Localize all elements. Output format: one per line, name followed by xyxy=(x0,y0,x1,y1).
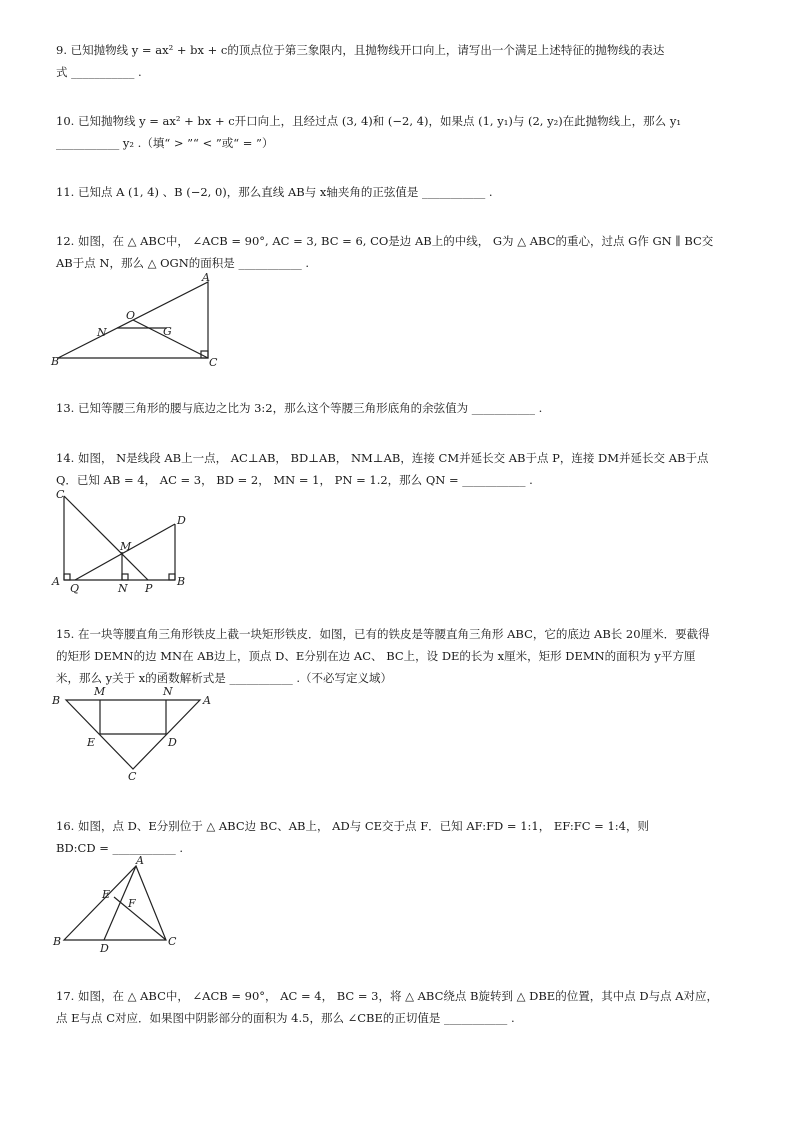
problem-10-line-1: 10. 已知抛物线 y = ax² + bx + c开口向上，且经过点 (3, 4)和 (−2, 4)，如果点 (1, y₁)与 (2, y₂)在此抛物线上，那么 y₁ xyxy=(56,114,681,128)
label-D: D xyxy=(100,942,109,955)
figure-12 xyxy=(50,270,240,370)
label-C: C xyxy=(56,488,65,501)
label-F: F xyxy=(128,897,136,910)
problem-16-line-1: 16. 如图，点 D、E分别位于 △ ABC边 BC、AB上， AD与 CE交于点 F．已知 AF:FD = 1:1， EF:FC = 1:4，则 xyxy=(56,819,649,833)
label-A: A xyxy=(202,271,210,284)
label-C: C xyxy=(128,770,137,783)
figure-15-shape xyxy=(66,700,200,769)
problem-13-line-1: 13. 已知等腰三角形的腰与底边之比为 3:2，那么这个等腰三角形底角的余弦值为 ___________ . xyxy=(56,401,543,415)
label-A: A xyxy=(52,575,60,588)
label-E: E xyxy=(87,736,96,749)
label-O: O xyxy=(126,309,136,322)
problem-14-line-1: 14. 如图， N是线段 AB上一点， AC⊥AB， BD⊥AB， NM⊥AB，连接 CM并延长交 AB于点 P，连接 DM并延长交 AB于点 xyxy=(56,451,709,465)
label-C: C xyxy=(209,356,218,369)
problem-15-line-3: 米，那么 y关于 x的函数解析式是 ___________ .（不必写定义域） xyxy=(56,671,393,685)
problem-12-line-1: 12. 如图，在 △ ABC中， ∠ACB = 90°, AC = 3, BC = 6, CO是边 AB上的中线， G为 △ ABC的重心，过点 G作 GN ∥ BC交 xyxy=(56,234,714,248)
label-G: G xyxy=(163,325,172,338)
label-D: D xyxy=(168,736,177,749)
problem-9-line-1: 9. 已知抛物线 y = ax² + bx + c的顶点位于第三象限内，且抛物线开口向上，请写出一个满足上述特征的抛物线的表达 xyxy=(56,43,665,57)
label-Q: Q xyxy=(70,582,80,595)
figure-15 xyxy=(50,684,225,784)
problem-15-line-1: 15. 在一块等腰直角三角形铁皮上截一块矩形铁皮．如图，已有的铁皮是等腰直角三角形 ABC，它的底边 AB长 20厘米．要截得 xyxy=(56,627,710,641)
label-N: N xyxy=(163,685,173,698)
label-B: B xyxy=(51,355,60,368)
problem-14-line-2: Q．已知 AB = 4， AC = 3， BD = 2， MN = 1， PN = 1.2，那么 QN = ___________ . xyxy=(56,473,533,487)
label-C: C xyxy=(168,935,177,948)
label-A: A xyxy=(203,694,211,707)
problem-16-line-2: BD:CD = ___________ . xyxy=(56,841,184,855)
figure-14 xyxy=(50,488,200,598)
problem-11-line-1: 11. 已知点 A (1, 4) 、B (−2, 0)，那么直线 AB与 x轴夹角的正弦值是 ___________ . xyxy=(56,185,493,199)
problem-9-line-2: 式 ___________ . xyxy=(56,65,142,79)
label-M: M xyxy=(94,685,106,698)
label-N: N xyxy=(118,582,128,595)
problem-15-line-2: 的矩形 DEMN的边 MN在 AB边上，顶点 D、E分别在边 AC、 BC上，设 DE的长为 x厘米，矩形 DEMN的面积为 y平方厘 xyxy=(56,649,696,663)
figure-16 xyxy=(50,852,190,954)
label-N: N xyxy=(97,326,107,339)
label-B: B xyxy=(177,575,186,588)
label-B: B xyxy=(53,935,62,948)
problem-12-line-2: AB于点 N，那么 △ OGN的面积是 ___________ . xyxy=(56,256,310,270)
label-A: A xyxy=(136,854,144,867)
label-D: D xyxy=(177,514,186,527)
label-B: B xyxy=(52,694,61,707)
label-P: P xyxy=(145,582,153,595)
figure-16-shape xyxy=(64,866,166,940)
label-M: M xyxy=(120,540,132,553)
problem-17-line-1: 17. 如图，在 △ ABC中， ∠ACB = 90°， AC = 4， BC = 3，将 △ ABC绕点 B旋转到 △ DBE的位置，其中点 D与点 A对应， xyxy=(56,989,719,1003)
problem-10-line-2: ___________ y₂ .（填“ > ”“ < ”或“ = ”） xyxy=(56,136,274,150)
figure-14-lines xyxy=(64,496,175,580)
label-E: E xyxy=(102,888,111,901)
problem-17-line-2: 点 E与点 C对应．如果图中阴影部分的面积为 4.5，那么 ∠CBE的正切值是 ___________ . xyxy=(56,1011,515,1025)
